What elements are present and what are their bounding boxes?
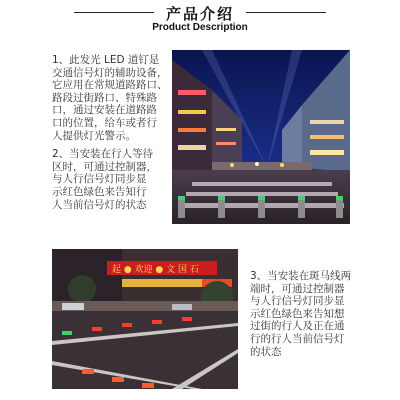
- page-subtitle: Product Description: [152, 22, 248, 33]
- night-street-illustration: [172, 50, 350, 224]
- paragraph-1: 1、此发光 LED 道钉是 交通信号灯的辅助设备， 它应用在常规道路路口、 路段过街路口、特殊路 口，通过安装在道路路 口的位置，给车或者行 人提供灯光警示。: [52, 54, 168, 142]
- page-title: 产品介绍: [165, 5, 234, 23]
- svg-text:起 ● 欢迎 ● 文 国 石: 起 ● 欢迎 ● 文 国 石: [112, 265, 199, 275]
- header-divider-right: [246, 12, 326, 13]
- section-header: [0, 0, 400, 38]
- road-studs-illustration: [52, 249, 238, 389]
- paragraph-2: 2、当安装在行人等待 区时，可通过控制器， 与人行信号灯同步显 示红色绿色来告知行 人当前信号灯的状态: [52, 148, 157, 211]
- paragraph-3: 3、当安装在斑马线两 端时，可通过控制器 与人行信号灯同步显 示红色绿色来告知想 过街的行人及正在通 行的行人当前信号灯 的状态: [250, 270, 352, 358]
- night-crosswalk-photo: [172, 50, 350, 224]
- description-right: [250, 270, 382, 364]
- street-led-road-studs-photo: [52, 249, 238, 389]
- description-left: [52, 54, 176, 217]
